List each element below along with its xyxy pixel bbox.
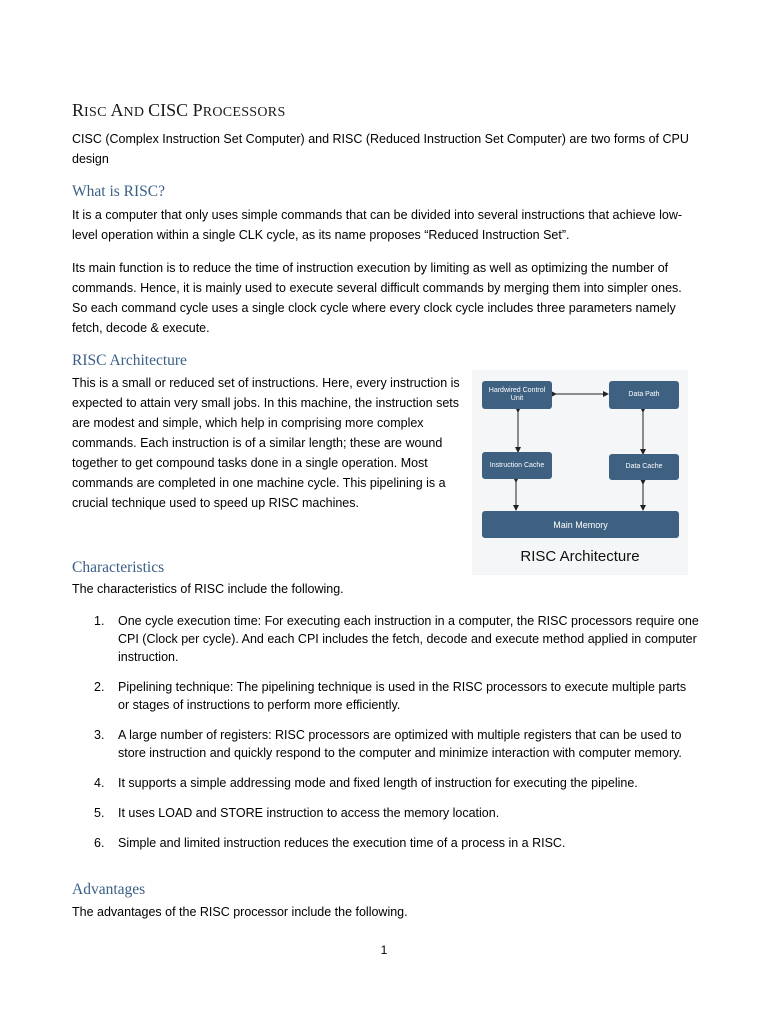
instruction-cache-box: Instruction Cache — [482, 452, 552, 479]
diagram-caption: RISC Architecture — [520, 548, 640, 565]
main-memory-box: Main Memory — [482, 511, 679, 538]
advantages-heading: Advantages — [72, 881, 146, 898]
risc-architecture-diagram — [472, 370, 688, 575]
list-item: 5. It uses LOAD and STORE instruction to access the memory location. — [94, 806, 500, 820]
list-item: 6. Simple and limited instruction reduces the execution time of a process in a RISC. — [94, 836, 566, 850]
characteristics-intro: The characteristics of RISC include the following. — [72, 582, 344, 596]
list-item: 4. It supports a simple addressing mode and fixed length of instruction for executing the pipeline. — [94, 776, 638, 790]
hardwired-control-unit-box: Hardwired Control Unit — [482, 381, 552, 409]
what-is-risc-paragraph-2: Its main function is to reduce the time of instruction execution by limiting as well as optimizing the number of commands. Hence, it is mainly used to execute several difficult commands by merging them into simpler ones. So each command cycle uses a single clock cycle where every clock cycle includes three parameters namely fetch, decode & execute. — [72, 261, 682, 335]
intro-paragraph: CISC (Complex Instruction Set Computer) and RISC (Reduced Instruction Set Computer) are two forms of CPU design — [72, 132, 689, 166]
risc-architecture-paragraph: This is a small or reduced set of instructions. Here, every instruction is expected to attain very small jobs. In this machine, the instruction sets are modest and simple, which help in comprising more complex commands. Each instruction is of a similar length; these are wound together to get compound tasks done in a single operation. Most commands are completed in one machine cycle. This pipelining is a crucial technique used to speed up RISC machines. — [72, 376, 460, 510]
risc-architecture-heading: RISC Architecture — [72, 352, 187, 369]
list-item: 1. One cycle execution time: For executing each instruction in a computer, the RISC processors require one CPI (Clock per cycle). And each CPI includes the fetch, decode and execute method applied in computer instruction. — [94, 614, 699, 664]
data-cache-box: Data Cache — [609, 454, 679, 480]
advantages-intro: The advantages of the RISC processor include the following. — [72, 905, 408, 919]
what-is-risc-paragraph-1: It is a computer that only uses simple commands that can be divided into several instructions that achieve low-level operation within a single CLK cycle, as its name proposes “Reduced Instruction Set”. — [72, 208, 683, 242]
page-number: 1 — [380, 943, 388, 957]
document-title: RISC AND CISC PROCESSORS — [72, 100, 286, 120]
what-is-risc-heading: What is RISC? — [72, 183, 165, 200]
characteristics-list — [72, 612, 700, 864]
list-item: 3. A large number of registers: RISC processors are optimized with multiple registers that can be used to store instruction and quickly respond to the computer and minimize interaction with computer memory. — [94, 728, 682, 760]
characteristics-heading: Characteristics — [72, 559, 165, 576]
list-item: 2. Pipelining technique: The pipelining technique is used in the RISC processors to execute multiple parts or stages of instructions to perform more efficiently. — [94, 680, 687, 712]
data-path-box: Data Path — [609, 381, 679, 409]
